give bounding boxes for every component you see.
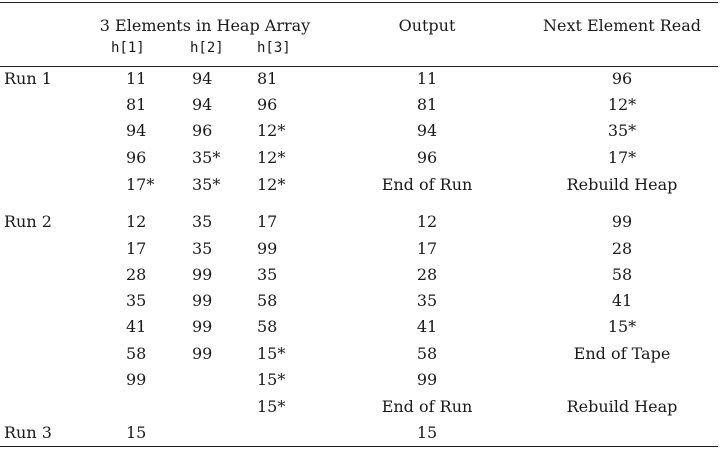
cell-h2: 94 bbox=[192, 69, 213, 88]
col-header-output: Output bbox=[398, 16, 456, 35]
cell-h1: 11 bbox=[126, 69, 147, 88]
run-label: Run 1 bbox=[4, 69, 52, 88]
cell-output: 28 bbox=[416, 265, 438, 284]
cell-h1: 28 bbox=[126, 265, 147, 284]
cell-h2: 35* bbox=[192, 148, 221, 167]
cell-next: 17* bbox=[607, 148, 637, 167]
cell-h1: 15 bbox=[126, 423, 147, 442]
col-header-h3: h[3] bbox=[257, 40, 291, 56]
cell-h3: 81 bbox=[257, 69, 278, 88]
cell-h3: 58 bbox=[257, 291, 278, 310]
col-header-next: Next Element Read bbox=[542, 16, 702, 35]
cell-h1: 58 bbox=[126, 344, 147, 363]
col-header-h1: h[1] bbox=[111, 40, 145, 56]
cell-h3: 15* bbox=[257, 397, 286, 416]
cell-h3: 15* bbox=[257, 370, 286, 389]
run-label: Run 3 bbox=[4, 423, 52, 442]
cell-h1: 99 bbox=[126, 370, 147, 389]
cell-output: 96 bbox=[416, 148, 438, 167]
cell-h3: 12* bbox=[257, 121, 286, 140]
cell-h2: 99 bbox=[192, 291, 213, 310]
run-label: Run 2 bbox=[4, 212, 52, 231]
cell-next: 12* bbox=[607, 95, 637, 114]
cell-h2: 94 bbox=[192, 95, 213, 114]
cell-h1: 96 bbox=[126, 148, 147, 167]
cell-h3: 96 bbox=[257, 95, 278, 114]
cell-output: 81 bbox=[416, 95, 438, 114]
cell-h3: 58 bbox=[257, 317, 278, 336]
cell-next: Rebuild Heap bbox=[566, 175, 678, 194]
cell-h1: 35 bbox=[126, 291, 147, 310]
cell-h3: 12* bbox=[257, 175, 286, 194]
cell-next: 99 bbox=[611, 212, 633, 231]
cell-output: 41 bbox=[416, 317, 438, 336]
cell-next: 28 bbox=[611, 239, 633, 258]
cell-h3: 17 bbox=[257, 212, 278, 231]
cell-next: 35* bbox=[607, 121, 637, 140]
cell-output: 58 bbox=[416, 344, 438, 363]
group-header: 3 Elements in Heap Array bbox=[99, 16, 311, 35]
cell-next: Rebuild Heap bbox=[566, 397, 678, 416]
top-rule bbox=[0, 2, 718, 3]
header-rule bbox=[0, 66, 718, 67]
cell-h2: 96 bbox=[192, 121, 213, 140]
cell-output: 11 bbox=[416, 69, 438, 88]
cell-next: End of Tape bbox=[573, 344, 671, 363]
cell-h2: 35 bbox=[192, 239, 213, 258]
cell-next: 41 bbox=[611, 291, 633, 310]
cell-next: 15* bbox=[607, 317, 637, 336]
cell-next: 96 bbox=[611, 69, 633, 88]
cell-output: 12 bbox=[416, 212, 438, 231]
cell-h3: 12* bbox=[257, 148, 286, 167]
bottom-rule bbox=[0, 446, 718, 447]
cell-h2: 99 bbox=[192, 344, 213, 363]
cell-h2: 99 bbox=[192, 265, 213, 284]
cell-h2: 35 bbox=[192, 212, 213, 231]
cell-h3: 35 bbox=[257, 265, 278, 284]
cell-h1: 81 bbox=[126, 95, 147, 114]
cell-h1: 94 bbox=[126, 121, 147, 140]
cell-output: End of Run bbox=[381, 175, 473, 194]
cell-output: 99 bbox=[416, 370, 438, 389]
col-header-h2: h[2] bbox=[190, 40, 224, 56]
cell-h1: 17* bbox=[126, 175, 155, 194]
cell-h1: 41 bbox=[126, 317, 147, 336]
cell-output: End of Run bbox=[381, 397, 473, 416]
cell-h2: 35* bbox=[192, 175, 221, 194]
cell-output: 35 bbox=[416, 291, 438, 310]
cell-output: 17 bbox=[416, 239, 438, 258]
cell-h1: 17 bbox=[126, 239, 147, 258]
cell-h2: 99 bbox=[192, 317, 213, 336]
cell-h3: 15* bbox=[257, 344, 286, 363]
cell-next: 58 bbox=[611, 265, 633, 284]
cell-output: 15 bbox=[416, 423, 438, 442]
cell-output: 94 bbox=[416, 121, 438, 140]
cell-h1: 12 bbox=[126, 212, 147, 231]
cell-h3: 99 bbox=[257, 239, 278, 258]
